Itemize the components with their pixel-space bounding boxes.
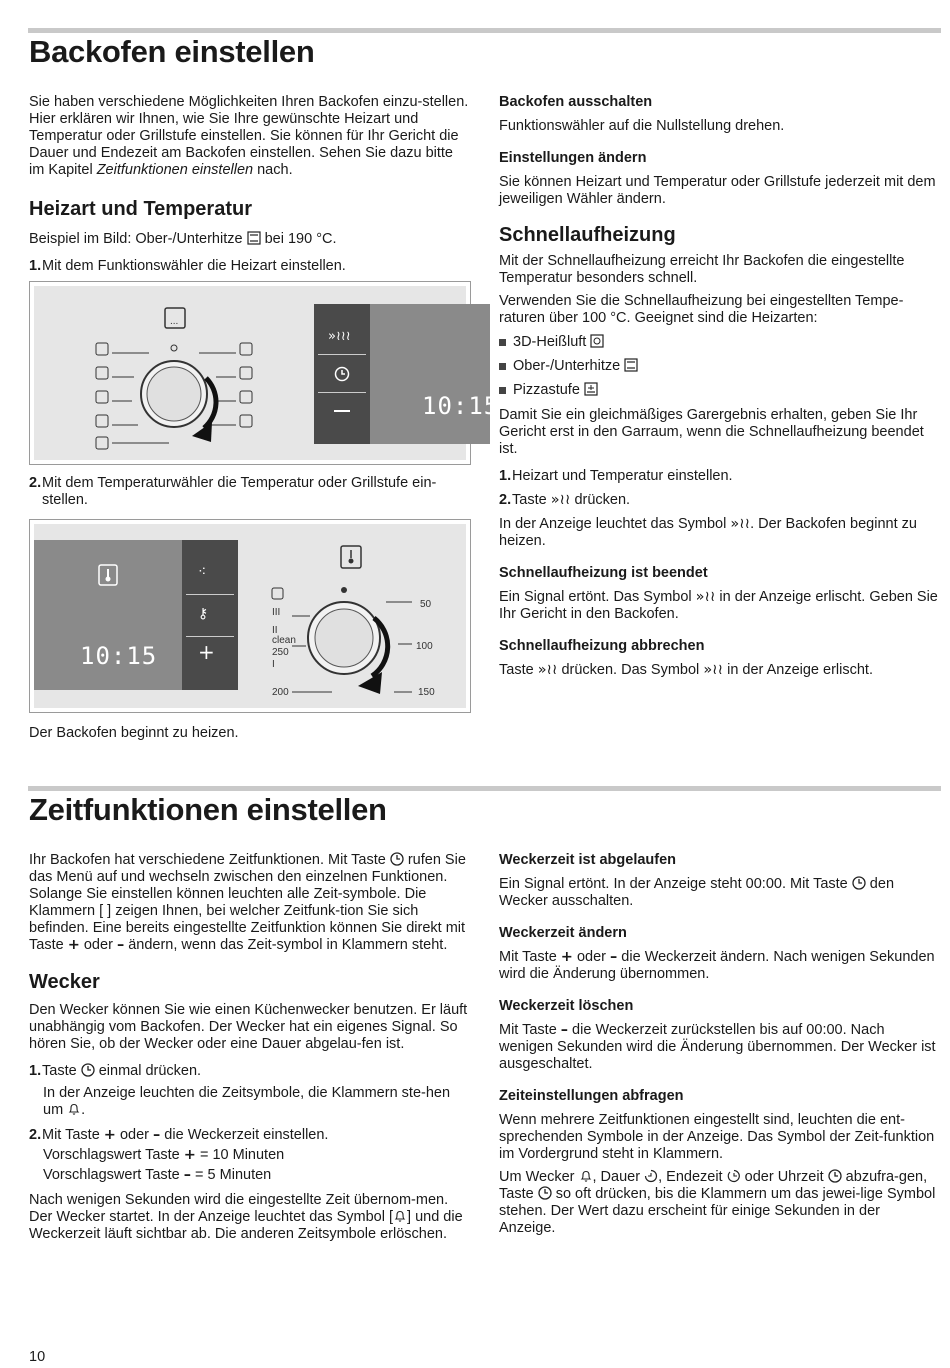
intro-link-text: Zeitfunktionen einstellen: [96, 162, 254, 178]
intro-text-end: nach.: [253, 162, 293, 178]
abbrechen-a: Taste: [499, 662, 538, 678]
minus-icon: –: [116, 937, 125, 953]
wecker-p1: Den Wecker können Sie wie einen Küchenwecker benutzen. Er läuft unabhängig vom Backofen. Der Wecker hat ein eigenes Signal. So hören Sie, ob der Wecker oder eine Dauer abgelau-fen ist.: [29, 1002, 468, 1052]
beispiel-text: [29, 231, 469, 248]
beendet-b: in der Anzeige erlischt. Geben Sie Ihr Gericht in den Backofen.: [499, 589, 938, 622]
wecker-step-1-sub-a: In der Anzeige leuchten die Zeitsymbole, die Klammern ste-hen um: [43, 1085, 451, 1118]
schnell-step-2-num: 2.: [499, 492, 512, 508]
end-time-icon: [727, 1169, 741, 1183]
step-2-text: Mit dem Temperaturwähler die Temperatur oder Grillstufe ein-stellen.: [42, 475, 437, 508]
wecker-p2-b: ] und die Weckerzeit läuft sichtbar ab. Die anderen Zeitsymbole erlöschen.: [29, 1209, 463, 1242]
schnell-step-2: [499, 492, 939, 509]
zeit-intro-c: oder: [79, 937, 117, 953]
w-aendern-heading: Weckerzeit ändern: [499, 925, 627, 941]
wecker-step-1: [29, 1063, 469, 1080]
wecker-step-2-c: die Weckerzeit einstellen.: [160, 1127, 329, 1143]
function-selector-drawing: [34, 286, 284, 460]
right-column-1: [499, 94, 939, 679]
wecker-step-2: [29, 1127, 469, 1144]
bullet-pizza-text: Pizzastufe: [513, 382, 580, 398]
wecker-heading: Wecker: [29, 971, 100, 993]
vorschlag-2-a: Vorschlagswert Taste: [43, 1167, 184, 1183]
schnell-step-1-text: Heizart und Temperatur einstellen.: [512, 468, 733, 484]
heizart-heading: Heizart und Temperatur: [29, 198, 252, 220]
abgelaufen-b: den Wecker ausschalten.: [499, 876, 895, 909]
duration-icon: [644, 1169, 658, 1183]
figure-function-selector: [29, 281, 500, 465]
bullet-topbottom-text: Ober-/Unterhitze: [513, 358, 621, 374]
wecker-vorschlag-2: [29, 1167, 469, 1184]
plus-icon: +: [183, 1147, 196, 1163]
clock-icon: [81, 1063, 95, 1077]
bell-icon: [579, 1169, 593, 1183]
scale-label-i: I: [272, 659, 275, 670]
wecker-step-1-sub: [29, 1085, 469, 1119]
beendet-text: [499, 589, 939, 623]
schnell-step-1: [499, 468, 939, 485]
top-bottom-heat-icon: [624, 358, 638, 372]
wecker-step-1-num: 1.: [29, 1063, 42, 1079]
abfragen-p2-b: , Dauer: [592, 1169, 645, 1185]
bell-icon: [67, 1102, 81, 1116]
abfragen-p1: Wenn mehrere Zeitfunktionen eingestellt sind, leuchten die ent-sprechenden Symbole in der Anzeige. Das Symbol der Zeit-funktion im Vordergrund steht in Klammern.: [499, 1112, 935, 1162]
schnell-step-2-a: Taste: [512, 492, 551, 508]
beispiel-a: Beispiel im Bild: Ober-/Unterhitze: [29, 231, 247, 247]
display-2-divider-b: [186, 636, 234, 637]
loeschen-heading: Weckerzeit löschen: [499, 998, 634, 1014]
schnell-p2: Verwenden Sie die Schnellaufheizung bei eingestellten Tempe-raturen über 100 °C. Geeignet sind die Heizarten:: [499, 293, 904, 326]
abfragen-p2-f: so oft drücken, bis die Klammern um das jewei-lige Symbol stehen. Der Wert dazu erscheint für einige Sekunden in der Anzeige.: [499, 1186, 936, 1236]
abgelaufen-text: [499, 876, 939, 910]
beispiel-b: bei 190 °C.: [260, 231, 337, 247]
scale-label-ii: II: [272, 625, 278, 636]
plus-icon: +: [560, 949, 573, 965]
ausschalten-heading: Backofen ausschalten: [499, 94, 653, 110]
hot-air-3d-icon: [590, 334, 604, 348]
minus-icon: –: [183, 1167, 192, 1183]
schnell-heading: Schnellaufheizung: [499, 224, 676, 246]
abgelaufen-a: Ein Signal ertönt. In der Anzeige steht 00:00. Mit Taste: [499, 876, 852, 892]
plus-button-icon[interactable]: +: [198, 640, 215, 664]
vorschlag-2-b: = 5 Minuten: [191, 1167, 272, 1183]
figure-1-panel: [34, 286, 500, 460]
wecker-step-2-a: Mit Taste: [42, 1127, 104, 1143]
scale-label-250: 250: [272, 647, 289, 658]
w-aendern-a: Mit Taste: [499, 949, 561, 965]
step-2: [29, 475, 469, 509]
scale-label-150: 150: [418, 687, 435, 698]
bullet-hotair-text: 3D-Heißluft: [513, 334, 587, 350]
aendern-heading: Einstellungen ändern: [499, 150, 647, 166]
after-figure-text: Der Backofen beginnt zu heizen.: [29, 725, 239, 741]
minus-icon: –: [560, 1022, 569, 1038]
clock-icon: [852, 876, 866, 890]
scale-label-200: 200: [272, 687, 289, 698]
vorschlag-1-a: Vorschlagswert Taste: [43, 1147, 184, 1163]
clock-button-icon[interactable]: [334, 366, 350, 382]
bell-icon: [393, 1209, 407, 1223]
zeit-intro: [29, 852, 469, 954]
loeschen-text: [499, 1022, 939, 1073]
middle-rule: [28, 786, 941, 791]
display-2-buttons: [182, 540, 238, 690]
top-bottom-heat-icon: [247, 231, 261, 245]
figure-2-panel: [34, 524, 466, 708]
scale-label-clean: clean: [272, 635, 296, 646]
top-rule: [28, 28, 941, 33]
zeit-intro-d: ändern, wenn das Zeit-symbol in Klammern steht.: [124, 937, 448, 953]
scale-label-iii: III: [272, 607, 281, 618]
schnell-p4: [499, 516, 939, 550]
section-2-title: Zeitfunktionen einstellen: [29, 792, 387, 827]
clock-icon: [390, 852, 404, 866]
rapid-heat-button-icon[interactable]: »≀≀≀: [328, 329, 351, 344]
schnell-p4-a: In der Anzeige leuchtet das Symbol: [499, 516, 731, 532]
pizza-icon: [584, 382, 598, 396]
zeit-intro-b: rufen Sie das Menü auf und wechseln zwischen den einzelnen Funktionen. Solange Sie einstellen können leuchten alle Zeit-symbole. Die Klammern [ ] zeigen Ihnen, bei welcher Zeitfunk-tion Sie sich befinden. Eine bereits eingestellte Zeitfunktion können Sie direkt mit Taste: [29, 852, 466, 953]
scale-label-100: 100: [416, 641, 433, 652]
abbrechen-b: drücken. Das Symbol: [557, 662, 704, 678]
wecker-step-2-b: oder: [115, 1127, 154, 1143]
schnell-bullet-pizza: [499, 382, 939, 399]
scale-label-50: 50: [420, 599, 432, 610]
intro-paragraph: [29, 94, 469, 179]
beendet-heading: Schnellaufheizung ist beendet: [499, 565, 708, 581]
key-icon[interactable]: ⚷: [198, 606, 209, 622]
clock-icon: [538, 1186, 552, 1200]
abfragen-p2-c: , Endezeit: [658, 1169, 727, 1185]
step-1: [29, 258, 469, 275]
schnell-p3: Damit Sie ein gleichmäßiges Garergebnis erhalten, geben Sie Ihr Gericht erst in den Garraum, wenn die Schnellaufheizung beendet ist.: [499, 407, 924, 457]
schnell-step-2-b: drücken.: [570, 492, 631, 508]
wecker-step-1-b: einmal drücken.: [94, 1063, 202, 1079]
rapid-heat-icon: »≀≀: [537, 662, 558, 678]
left-column-1: [29, 94, 469, 275]
abgelaufen-heading: Weckerzeit ist abgelaufen: [499, 852, 677, 868]
abfragen-p2-e: abzufra-gen, Taste: [499, 1169, 928, 1202]
rapid-heat-icon: »≀≀: [550, 492, 571, 508]
wecker-step-2-num: 2.: [29, 1127, 42, 1143]
svg-text:...: ...: [170, 316, 179, 327]
display-1-divider-b: [318, 392, 366, 393]
display-1-divider-a: [318, 354, 366, 355]
temperature-selector-drawing: [262, 536, 462, 706]
minus-icon: –: [153, 1127, 161, 1143]
abbrechen-text: [499, 662, 939, 679]
schnell-p4-b: . Der Backofen beginnt zu heizen.: [499, 516, 917, 549]
wecker-p2: [29, 1192, 469, 1243]
abfragen-p2-a: Um Wecker: [499, 1169, 579, 1185]
abbrechen-c: in der Anzeige erlischt.: [723, 662, 873, 678]
aendern-text: Sie können Heizart und Temperatur oder Grillstufe jederzeit mit dem jeweiligen Wähler ändern.: [499, 174, 936, 207]
abfragen-heading: Zeiteinstellungen abfragen: [499, 1088, 684, 1104]
beendet-a: Ein Signal ertönt. Das Symbol: [499, 589, 696, 605]
vorschlag-1-b: = 10 Minuten: [195, 1147, 285, 1163]
wecker-step-1-a: Taste: [42, 1063, 81, 1079]
wecker-p2-a: Nach wenigen Sekunden wird die eingestellte Zeit übernom-men. Der Wecker startet. In der Anzeige leuchtet das Symbol [: [29, 1192, 449, 1225]
intro-text: Sie haben verschiedene Möglichkeiten Ihren Backofen einzu-stellen. Hier erklären wir Ihnen, wie Sie Ihre gewünschte Heizart und Temperatur oder Grillstufe einstellen. Sie können für Ihr Gericht die Dauer und Endezeit am Backofen einstellen. Sehen Sie dazu bitte im Kapitel: [29, 94, 469, 178]
display-2-divider-a: [186, 594, 234, 595]
right-column-2: [499, 852, 939, 1237]
display-1-screen: [370, 304, 490, 444]
loeschen-a: Mit Taste: [499, 1022, 561, 1038]
figure-temperature-selector: [29, 519, 471, 713]
step-1-text: Mit dem Funktionswähler die Heizart einstellen.: [42, 258, 346, 274]
abfragen-p2-d: oder Uhrzeit: [740, 1169, 828, 1185]
w-aendern-text: [499, 949, 939, 983]
page-title: Backofen einstellen: [29, 34, 315, 69]
ausschalten-text: Funktionswähler auf die Nullstellung drehen.: [499, 118, 785, 134]
zeit-intro-a: Ihr Backofen hat verschiedene Zeitfunktionen. Mit Taste: [29, 852, 390, 868]
schnell-step-1-num: 1.: [499, 468, 512, 484]
abfragen-p2: [499, 1169, 939, 1237]
step-1-num: 1.: [29, 258, 42, 274]
rapid-heat-icon: »≀≀: [695, 589, 716, 605]
wecker-step-1-sub-b: .: [81, 1102, 86, 1118]
grill-dots-icon[interactable]: ⁖: [198, 564, 207, 580]
minus-button-icon[interactable]: [334, 410, 350, 412]
minus-icon: –: [610, 949, 618, 965]
page-number: 10: [29, 1349, 46, 1365]
schnell-bullet-hotair: [499, 334, 939, 351]
loeschen-b: die Weckerzeit zurückstellen bis auf 00:00. Nach wenigen Sekunden wird die Änderung übernommen. Der Wecker ist ausgeschaltet.: [499, 1022, 936, 1072]
abbrechen-heading: Schnellaufheizung abbrechen: [499, 638, 705, 654]
schnell-bullet-topbottom: [499, 358, 939, 375]
plus-icon: +: [103, 1127, 116, 1143]
w-aendern-c: die Weckerzeit ändern. Nach wenigen Sekunden wird die Änderung übernommen.: [499, 949, 935, 982]
display-1-time: 10:15: [422, 392, 500, 420]
wecker-vorschlag-1: [29, 1147, 469, 1164]
clock-icon: [828, 1169, 842, 1183]
display-2-time: 10:15: [80, 642, 158, 670]
plus-icon: +: [67, 937, 80, 953]
schnell-p1: Mit der Schnellaufheizung erreicht Ihr Backofen die eingestellte Temperatur besonders schnell.: [499, 253, 905, 286]
left-column-2: [29, 852, 469, 1243]
thermometer-icon: [98, 564, 118, 586]
rapid-heat-icon: »≀≀: [730, 516, 751, 532]
step-2-num: 2.: [29, 475, 42, 491]
rapid-heat-icon: »≀≀: [703, 662, 724, 678]
step-2-block: [29, 475, 469, 509]
w-aendern-b: oder: [572, 949, 611, 965]
